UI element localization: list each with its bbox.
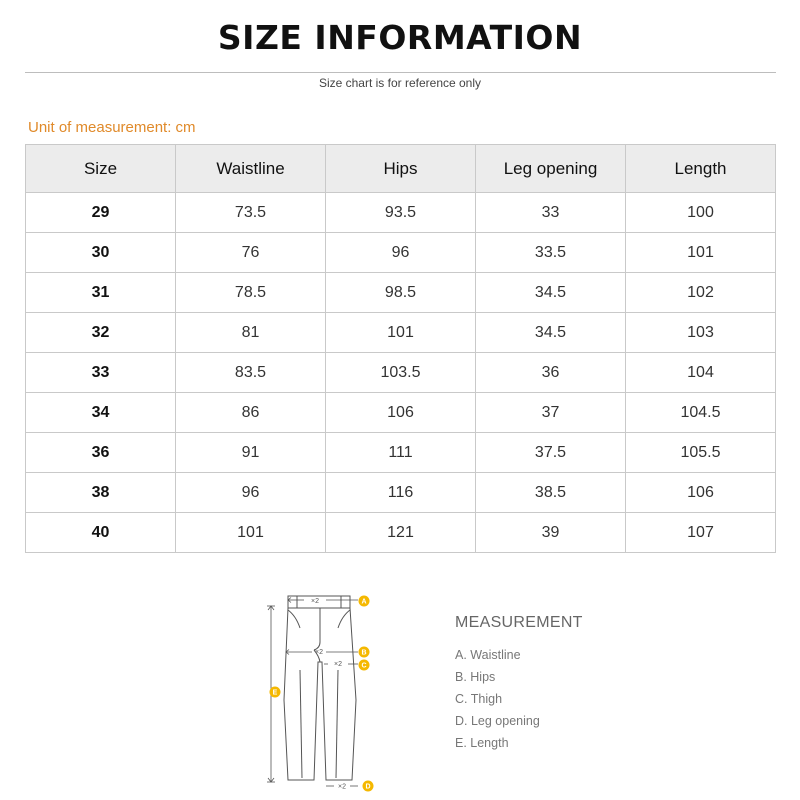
- cell-size: 34: [26, 393, 176, 433]
- cell-size: 40: [26, 513, 176, 553]
- table-header-row: [26, 145, 776, 193]
- pocket-right-shape: [338, 610, 350, 628]
- legend-item-waistline: A. Waistline: [455, 648, 521, 662]
- cell-hips: 111: [326, 433, 476, 473]
- cell-waistline: 73.5: [176, 193, 326, 233]
- cell-hips: 96: [326, 233, 476, 273]
- marker-b-icon: [359, 647, 370, 658]
- reference-note: Size chart is for reference only: [318, 76, 482, 90]
- cell-waistline: 91: [176, 433, 326, 473]
- cell-size: 33: [26, 353, 176, 393]
- cell-waistline: 96: [176, 473, 326, 513]
- fly-shape: [314, 608, 320, 650]
- marker-c-icon: [359, 660, 370, 671]
- column-header-length: Length: [626, 145, 776, 193]
- table-row: [26, 233, 776, 273]
- legend-item-hips: B. Hips: [455, 670, 496, 684]
- cell-leg-opening: 36: [476, 353, 626, 393]
- measurement-legend: [455, 614, 675, 754]
- cell-length: 106: [626, 473, 776, 513]
- cell-length: 102: [626, 273, 776, 313]
- svg-text:D: D: [365, 783, 371, 791]
- table-row: [26, 473, 776, 513]
- cell-hips: 98.5: [326, 273, 476, 313]
- cell-size: 36: [26, 433, 176, 473]
- cell-size: 31: [26, 273, 176, 313]
- multiplier-label: ×2: [334, 661, 342, 668]
- waist-dimension-line: [288, 598, 358, 603]
- size-table: [25, 144, 776, 553]
- multiplier-label: ×2: [338, 783, 346, 791]
- cell-length: 105.5: [626, 433, 776, 473]
- table-row: [26, 273, 776, 313]
- cell-length: 101: [626, 233, 776, 273]
- cell-hips: 121: [326, 513, 476, 553]
- column-header-size: Size: [26, 145, 176, 193]
- crease-left: [300, 670, 302, 778]
- cell-hips: 116: [326, 473, 476, 513]
- page-title: SIZE INFORMATION: [217, 18, 583, 57]
- table-row: [26, 393, 776, 433]
- multiplier-label: ×2: [315, 649, 323, 656]
- measurement-title: MEASUREMENT: [455, 614, 583, 631]
- cell-hips: 103.5: [326, 353, 476, 393]
- column-header-waistline: Waistline: [176, 145, 326, 193]
- table-row: [26, 513, 776, 553]
- cell-size: 38: [26, 473, 176, 513]
- marker-d-icon: [363, 781, 374, 792]
- multiplier-label: ×2: [311, 598, 319, 605]
- cell-size: 29: [26, 193, 176, 233]
- cell-hips: 106: [326, 393, 476, 433]
- legend-item-length: E. Length: [455, 736, 509, 750]
- cell-waistline: 86: [176, 393, 326, 433]
- cell-leg-opening: 34.5: [476, 273, 626, 313]
- cell-waistline: 81: [176, 313, 326, 353]
- legend-item-leg-opening: D. Leg opening: [455, 714, 540, 728]
- column-header-leg-opening: Leg opening: [476, 145, 626, 193]
- cell-leg-opening: 39: [476, 513, 626, 553]
- cell-leg-opening: 38.5: [476, 473, 626, 513]
- cell-leg-opening: 37.5: [476, 433, 626, 473]
- cell-waistline: 76: [176, 233, 326, 273]
- cell-leg-opening: 33: [476, 193, 626, 233]
- cell-waistline: 78.5: [176, 273, 326, 313]
- cell-waistline: 83.5: [176, 353, 326, 393]
- svg-text:A: A: [361, 598, 367, 606]
- pants-measurement-diagram: [262, 590, 382, 795]
- cell-waistline: 101: [176, 513, 326, 553]
- cell-length: 104.5: [626, 393, 776, 433]
- table-row: [26, 353, 776, 393]
- svg-text:C: C: [361, 662, 367, 670]
- svg-text:B: B: [361, 649, 367, 657]
- cell-size: 30: [26, 233, 176, 273]
- marker-a-icon: [359, 596, 370, 607]
- unit-of-measurement: Unit of measurement: cm: [28, 119, 196, 136]
- cell-hips: 93.5: [326, 193, 476, 233]
- cell-length: 103: [626, 313, 776, 353]
- crease-right: [336, 670, 338, 778]
- cell-leg-opening: 34.5: [476, 313, 626, 353]
- cell-hips: 101: [326, 313, 476, 353]
- legend-item-thigh: C. Thigh: [455, 692, 503, 706]
- cell-leg-opening: 33.5: [476, 233, 626, 273]
- cell-length: 104: [626, 353, 776, 393]
- column-header-hips: Hips: [326, 145, 476, 193]
- cell-length: 100: [626, 193, 776, 233]
- marker-e-icon: [270, 687, 281, 698]
- cell-leg-opening: 37: [476, 393, 626, 433]
- cell-length: 107: [626, 513, 776, 553]
- table-row: [26, 193, 776, 233]
- table-row: [26, 433, 776, 473]
- pants-outline-icon: [284, 596, 356, 780]
- table-row: [26, 313, 776, 353]
- title-divider: [25, 72, 776, 73]
- pocket-left-shape: [288, 610, 300, 628]
- svg-text:E: E: [272, 689, 278, 697]
- cell-size: 32: [26, 313, 176, 353]
